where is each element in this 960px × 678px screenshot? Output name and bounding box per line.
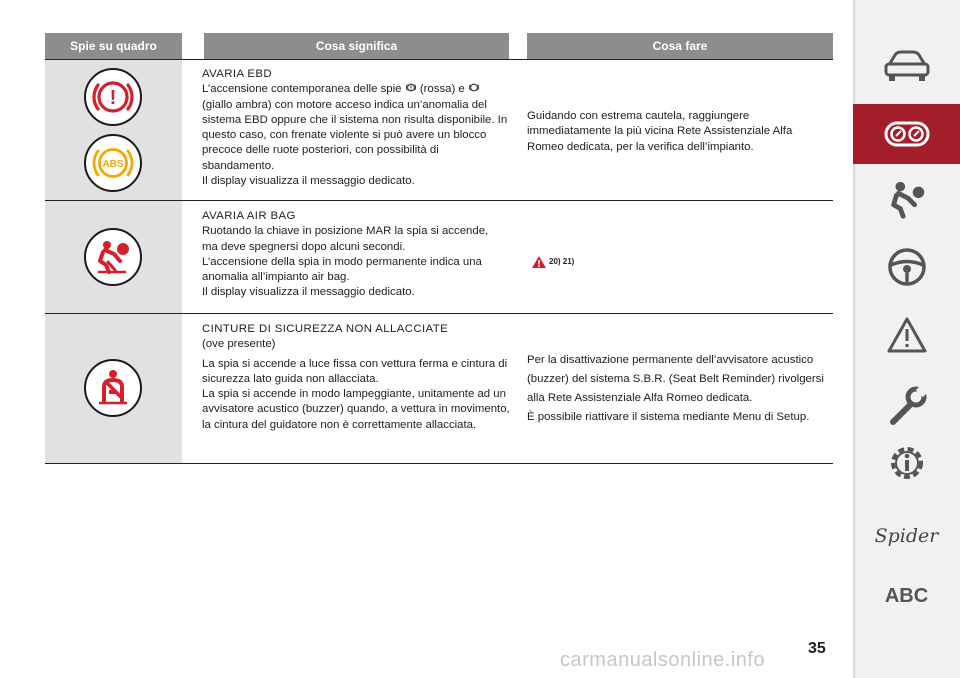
row2-meaning xyxy=(202,209,502,301)
safety-person-icon xyxy=(885,178,929,222)
index-label: ABC xyxy=(884,584,929,607)
row3-action xyxy=(527,351,833,427)
airbag-text-1: Ruotando la chiave in posizione MAR la spia si accende, ma deve spegnersi dopo alcuni secondi. xyxy=(202,225,489,253)
sidebar-item-dashboard[interactable] xyxy=(853,104,960,164)
brake-warning-glyph: ! xyxy=(109,87,117,109)
col-header-action: Cosa fare xyxy=(527,33,833,59)
seatbelt-subtitle: (ove presente) xyxy=(202,338,276,351)
abs-warning-glyph: ABS xyxy=(102,159,124,170)
seatbelt-text-2: La spia si accende in modo lampeggiante, unitamente ad un avvisatore acustico (buzzer) quando, a vettura in movimento, la cintura del guidatore non è correttamente allacciata. xyxy=(202,388,510,431)
row1-meaning xyxy=(202,67,514,189)
brake-inline-icon xyxy=(405,82,417,93)
sidebar-item-vehicle[interactable] xyxy=(853,36,960,96)
seatbelt-action-2: È possibile riattivare il sistema mediante Menu di Setup. xyxy=(527,411,810,423)
header-rule xyxy=(45,59,833,60)
ebd-text-rest: (giallo ambra) con motore acceso indica un’anomalia del sistema EBD oppure che il sistema non risulta disponibile. In questo caso, con frenate violente si può avere un blocco precoce delle ruote posteriori, con possibilità di sbandamento. xyxy=(202,98,508,172)
abs-warning-icon xyxy=(84,134,142,192)
row3-meaning xyxy=(202,322,512,433)
ebd-text-line1 xyxy=(202,82,514,97)
car-icon xyxy=(883,49,931,83)
ebd-text-part-b: (rossa) e xyxy=(419,83,465,96)
seatbelt-warning-icon xyxy=(84,359,142,417)
watermark: carmanualsonline.info xyxy=(560,649,766,671)
brake-warning-icon xyxy=(84,68,142,126)
row1-action xyxy=(527,109,797,155)
abs-inline-icon xyxy=(468,82,480,93)
table-bottom-rule xyxy=(45,463,833,464)
sidebar-item-technical-data[interactable] xyxy=(853,433,960,493)
ebd-display-note: Il display visualizza il messaggio dedicato. xyxy=(202,175,415,188)
warning-triangle-icon xyxy=(531,255,547,269)
airbag-warning-icon xyxy=(84,228,142,286)
instrument-cluster-icon xyxy=(884,121,930,147)
airbag-title: AVARIA AIR BAG xyxy=(202,210,296,222)
wrench-icon xyxy=(885,384,929,428)
ebd-action-text: Guidando con estrema cautela, raggiungere immediatamente la più vicina Rete Assistenziale Alfa Romeo dedicata, per la verifica dell’impianto. xyxy=(527,110,793,153)
sidebar-item-index[interactable] xyxy=(853,566,960,626)
sidebar-item-safety[interactable] xyxy=(853,170,960,230)
sidebar-item-emergency[interactable] xyxy=(853,305,960,365)
spider-logo: Spider xyxy=(874,525,939,547)
ebd-text-part-a: L’accensione contemporanea delle spie xyxy=(202,83,402,96)
airbag-action-ref xyxy=(531,254,574,269)
note-references: 20) 21) xyxy=(549,257,575,266)
ebd-title: AVARIA EBD xyxy=(202,68,273,80)
sidebar-item-maintenance[interactable] xyxy=(853,376,960,436)
col-header-meaning: Cosa significa xyxy=(204,33,509,59)
col-header-indicators: Spie su quadro xyxy=(45,33,182,59)
warning-triangle-icon xyxy=(886,316,928,354)
steering-wheel-icon xyxy=(886,246,928,288)
sidebar-item-starting-driving[interactable] xyxy=(853,237,960,297)
info-gear-icon xyxy=(885,441,929,485)
seatbelt-title: CINTURE DI SICUREZZA NON ALLACCIATE xyxy=(202,323,449,335)
seatbelt-text-1: La spia si accende a luce fissa con vettura ferma e cintura di sicurezza lato guida non allacciata. xyxy=(202,357,508,385)
sidebar-item-spider[interactable] xyxy=(853,506,960,566)
seatbelt-action-1: Per la disattivazione permanente dell’avvisatore acustico (buzzer) del sistema S.B.R. (Seat Belt Reminder) rivolgersi alla Rete Assistenziale Alfa Romeo dedicata. xyxy=(527,354,824,404)
airbag-text-2: L’accensione della spia in modo permanente indica una anomalia all’impianto air bag. xyxy=(202,255,482,284)
row-divider xyxy=(45,313,833,314)
page-number: 35 xyxy=(808,640,826,657)
airbag-text-3: Il display visualizza il messaggio dedicato. xyxy=(202,286,415,299)
row-divider xyxy=(45,200,833,201)
